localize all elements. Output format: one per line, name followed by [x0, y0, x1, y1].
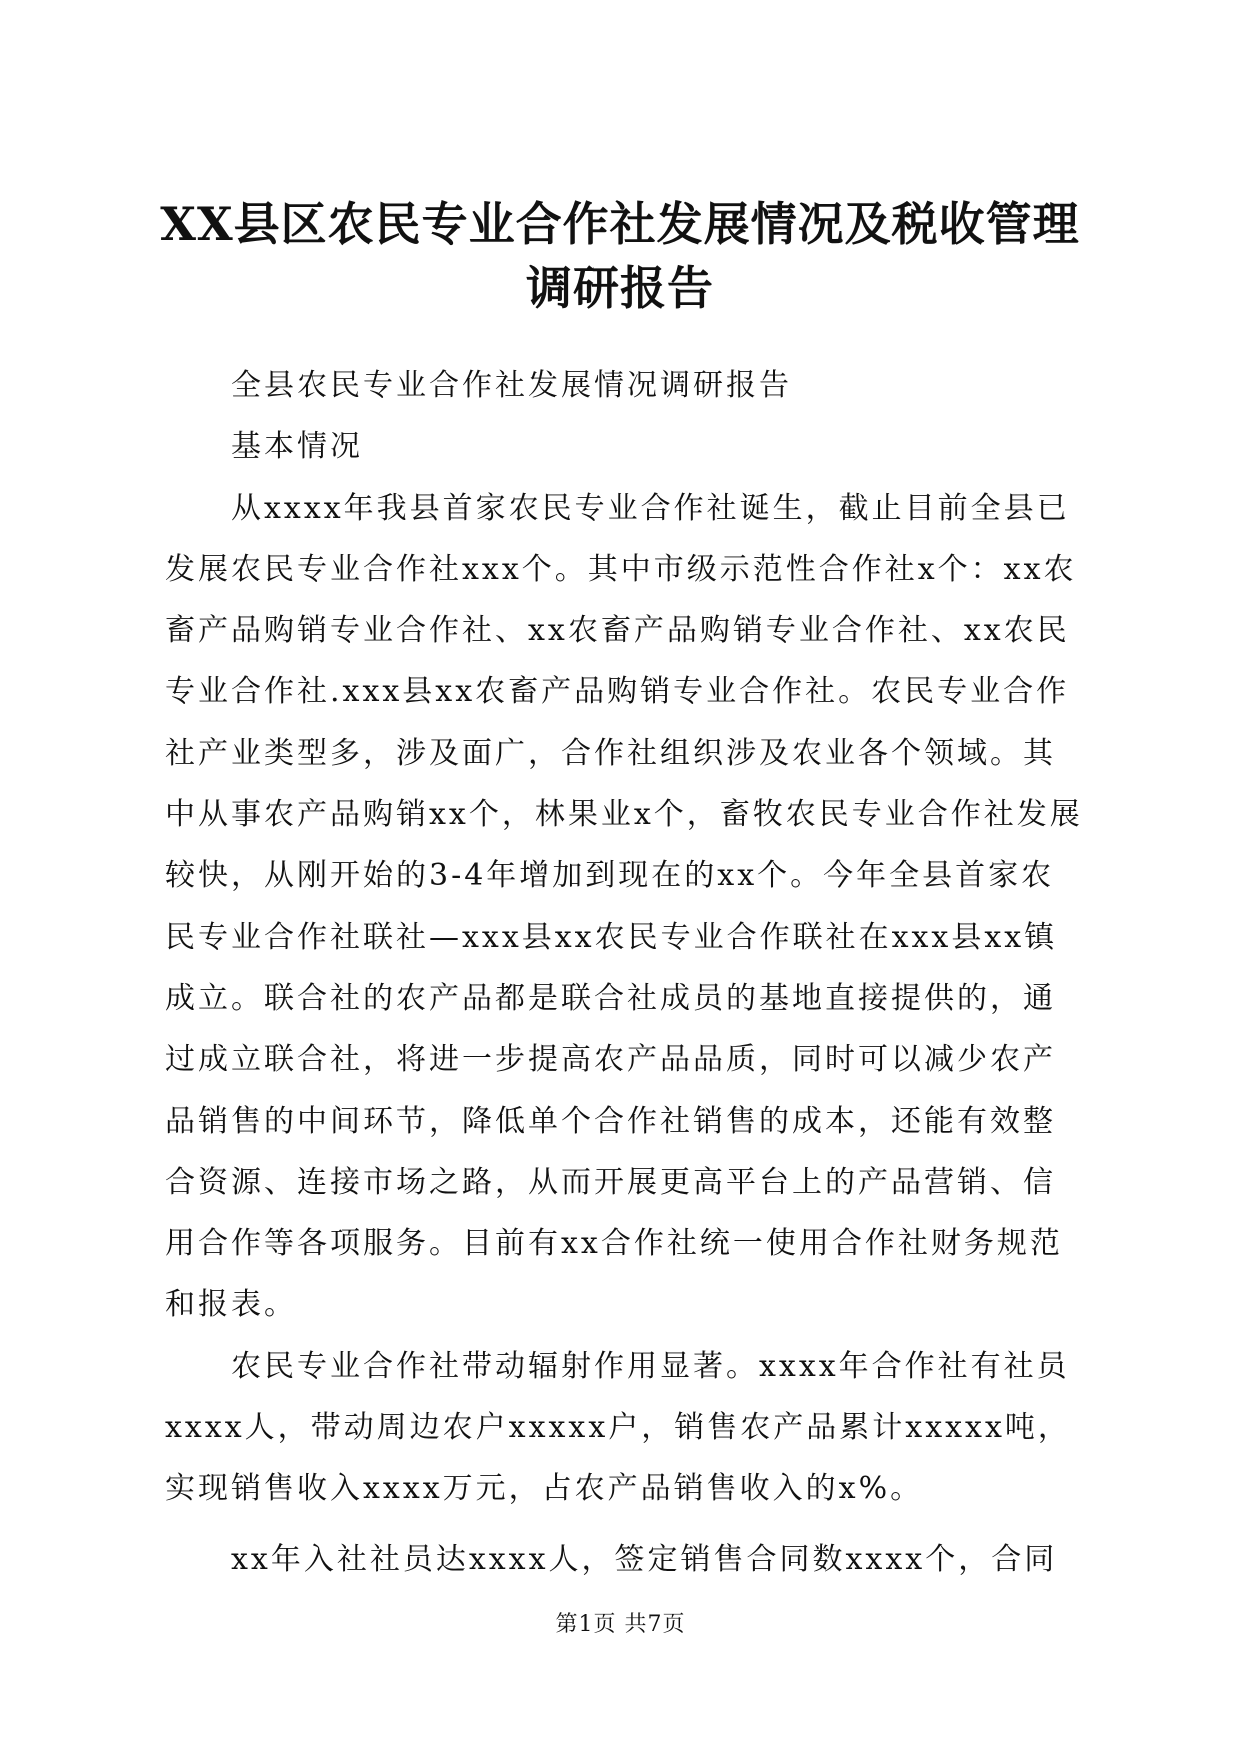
- section-heading: 基本情况: [231, 429, 363, 465]
- document-title: [140, 192, 1100, 320]
- title-line-2: 调研报告: [526, 261, 714, 315]
- body-paragraph: 农民专业合作社带动辐射作用显著。xxxx年合作社有社员xxxx人，带动周边农户xxxxx户，销售农产品累计xxxxx吨，实现销售收入xxxx万元，占农产品销售收入的x%。: [165, 1348, 1071, 1507]
- body-paragraph: 从xxxx年我县首家农民专业合作社诞生，截止目前全县已发展农民专业合作社xxx个。其中市级示范性合作社x个：xx农畜产品购销专业合作社、xx农畜产品购销专业合作社、xx农民专业合作社.xxx县xx农畜产品购销专业合作社。农民专业合作社产业类型多，涉及面广，合作社组织涉及农业各个领域。其中从事农产品购销xx个，林果业x个，畜牧农民专业合作社发展较快，从刚开始的3-4年增加到现在的xx个。今年全县首家农民专业合作社联社—xxx县xx农民专业合作联社在xxx县xx镇成立。联合社的农产品都是联合社成员的基地直接提供的，通过成立联合社，将进一步提高农产品品质，同时可以减少农产品销售的中间环节，降低单个合作社销售的成本，还能有效整合资源、连接市场之路，从而开展更高平台上的产品营销、信用合作等各项服务。目前有xx合作社统一使用合作社财务规范和报表。: [165, 490, 1083, 1323]
- body-paragraph: xx年入社社员达xxxx人，签定销售合同数xxxx个，合同: [231, 1541, 1058, 1577]
- title-line-1: XX县区农民专业合作社发展情况及税收管理: [160, 197, 1080, 251]
- subtitle-paragraph: 全县农民专业合作社发展情况调研报告: [231, 368, 792, 403]
- page-number-footer: 第1页 共7页: [555, 1612, 686, 1637]
- document-body: [165, 355, 1083, 1590]
